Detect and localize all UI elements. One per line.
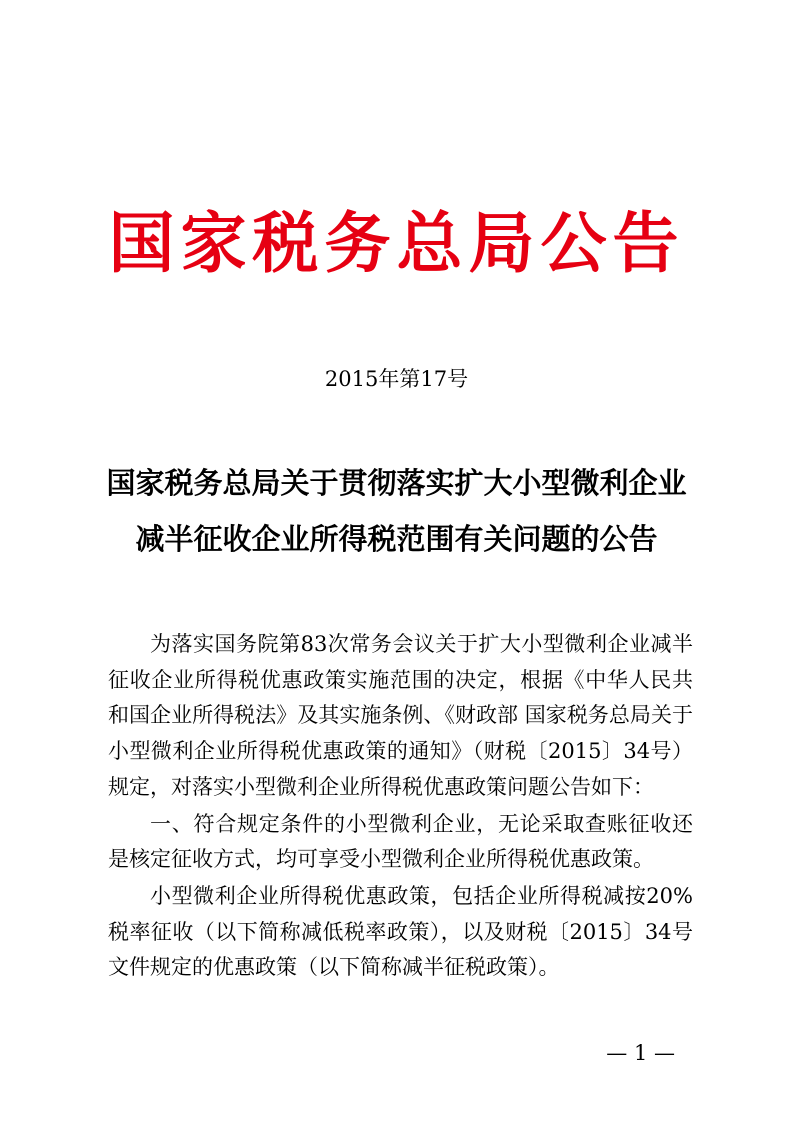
paragraph-policy: 小型微利企业所得税优惠政策，包括企业所得税减按20%税率征收（以下简称减低税率政策），以及财税〔2015〕34号文件规定的优惠政策（以下简称减半征税政策）。 xyxy=(108,883,693,980)
body-text xyxy=(108,627,693,986)
announcement-title xyxy=(60,455,733,567)
title-line-1: 国家税务总局关于贯彻落实扩大小型微利企业 xyxy=(106,466,687,500)
paragraph-item-1: 一、符合规定条件的小型微利企业，无论采取查账征收还是核定征收方式，均可享受小型微利企业所得税优惠政策。 xyxy=(108,811,693,872)
paragraph-intro: 为落实国务院第83次常务会议关于扩大小型微利企业减半征收企业所得税优惠政策实施范围的决定，根据《中华人民共和国企业所得税法》及其实施条例、《财政部 国家税务总局关于小型微利企业所得税优惠政策的通知》（财税〔2015〕34号）规定，对落实小型微利企业所得税优惠政策问题公告如下： xyxy=(108,632,693,799)
document-number: 2015年第17号 xyxy=(324,367,469,391)
masthead-title: 国家税务总局公告 xyxy=(108,204,685,282)
title-line-2: 减半征收企业所得税范围有关问题的公告 xyxy=(135,522,658,556)
page-number: — 1 — xyxy=(606,1041,675,1065)
